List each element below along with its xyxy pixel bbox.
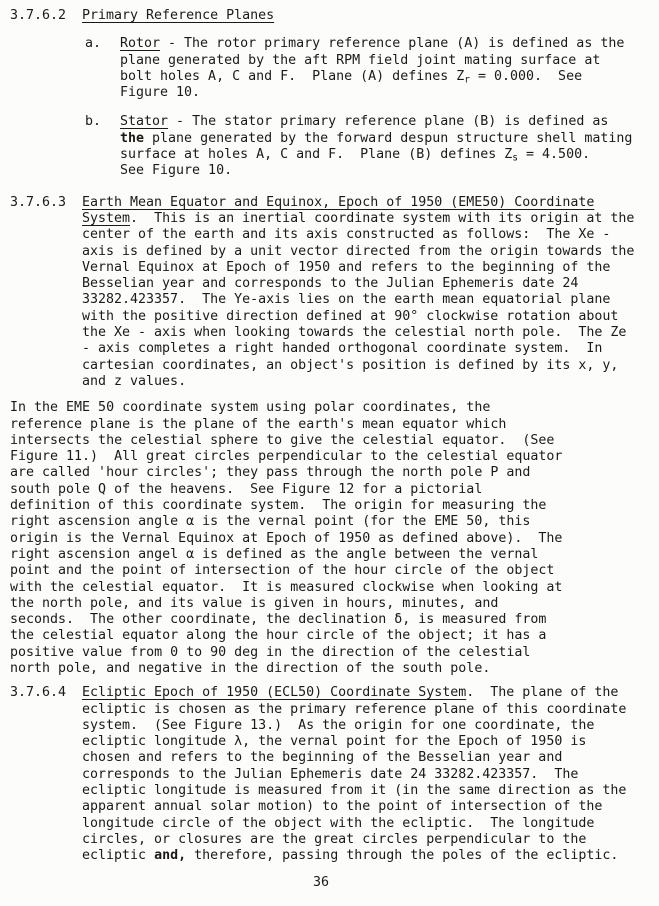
underlined-text: Earth Mean Equator and Equinox, Epoch of 1950 (EME50) Coordinate bbox=[82, 194, 595, 210]
underlined-text: Ecliptic Epoch of 1950 (ECL50) Coordinate System bbox=[82, 685, 467, 701]
text-line: Vernal Equinox at Epoch of 1950 and refers to the beginning of the bbox=[82, 259, 611, 275]
subscript-text: r bbox=[464, 74, 470, 86]
block-content bbox=[10, 400, 659, 677]
block-content bbox=[82, 195, 659, 391]
text-line: with the celestial equator. It is measured clockwise when looking at bbox=[10, 579, 563, 595]
section-block bbox=[10, 195, 659, 391]
list-item bbox=[85, 36, 659, 101]
list-marker: b. bbox=[85, 114, 102, 130]
text-line: and z values. bbox=[82, 373, 187, 389]
text-line: ecliptic is chosen as the primary reference plane of this coordinate bbox=[82, 701, 627, 717]
text-line: are called 'hour circles'; they pass through the north pole P and bbox=[10, 465, 531, 481]
text-line: the north pole, and its value is given in hours, minutes, and bbox=[10, 595, 499, 611]
block-content bbox=[120, 36, 659, 101]
text-line: Figure 11.) All great circles perpendicular to the celestial equator bbox=[10, 449, 563, 465]
text-line: longitude circle of the object with the ecliptic. The longitude bbox=[82, 815, 595, 831]
text-line: seconds. The other coordinate, the declination δ, is measured from bbox=[10, 612, 547, 628]
text-line: System. This is an inertial coordinate system with its origin at the bbox=[82, 210, 635, 226]
text-line: center of the earth and its axis constructed as follows: The Xe - bbox=[82, 227, 611, 243]
text-line: circles, or closures are the great circles perpendicular to the bbox=[82, 831, 587, 847]
text-line bbox=[82, 8, 659, 24]
text-line: definition of this coordinate system. The origin for measuring the bbox=[10, 498, 547, 514]
block-content bbox=[82, 685, 659, 864]
text-line: plane generated by the aft RPM field joint mating surface at bbox=[120, 52, 601, 68]
text-line: Stator - The stator primary reference plane (B) is defined as bbox=[120, 114, 609, 130]
text-line: right ascension angel α is defined as the angle between the vernal bbox=[10, 546, 539, 562]
underlined-text: Stator bbox=[120, 114, 169, 130]
text-line: point and the point of intersection of the hour circle of the object bbox=[10, 563, 555, 579]
section-block bbox=[10, 8, 659, 24]
text-line: bolt holes A, C and F. Plane (A) defines $Z_r = 0.000$. See bbox=[120, 68, 583, 86]
section-number: 3.7.6.3 bbox=[10, 194, 67, 210]
page-number: 36 bbox=[312, 875, 329, 890]
text-line: cartesian coordinates, an object's position is defined by its x, y, bbox=[82, 357, 619, 373]
block-content bbox=[82, 8, 659, 24]
text-line: chosen and refers to the beginning of the Besselian year and bbox=[82, 750, 563, 766]
list-item bbox=[85, 114, 659, 179]
paragraph bbox=[10, 400, 659, 677]
text-line: Besselian year and corresponds to the Julian Ephemeris date 24 bbox=[82, 276, 579, 292]
section-number: 3.7.6.4 bbox=[10, 685, 67, 701]
text-line: apparent annual solar motion) to the point of intersection of the bbox=[82, 799, 603, 815]
text-line: reference plane is the plane of the earth's mean equator which bbox=[10, 416, 507, 432]
text-line: intersects the celestial sphere to give the celestial equator. (See bbox=[10, 432, 555, 448]
text-line: corresponds to the Julian Ephemeris date 24 33282.423357. The bbox=[82, 766, 579, 782]
bold-text: and, bbox=[154, 848, 187, 864]
text-line: In the EME 50 coordinate system using polar coordinates, the bbox=[10, 400, 491, 416]
text-line: axis is defined by a unit vector directed from the origin towards the bbox=[82, 243, 635, 259]
text-line: origin is the Vernal Equinox at Epoch of 1950 as defined above). The bbox=[10, 530, 563, 546]
underlined-text: Rotor bbox=[120, 36, 161, 52]
text-line: system. (See Figure 13.) As the origin for one coordinate, the bbox=[82, 717, 595, 733]
text-line: 33282.423357. The Ye-axis lies on the earth mean equatorial plane bbox=[82, 292, 611, 308]
text-line: See Figure 10. bbox=[120, 163, 233, 179]
text-line bbox=[82, 195, 659, 211]
text-line: ecliptic longitude λ, the vernal point for the Epoch of 1950 is bbox=[82, 734, 587, 750]
bold-text: the bbox=[120, 130, 145, 146]
list-marker: a. bbox=[85, 36, 102, 52]
block-content bbox=[120, 114, 659, 179]
text-line: with the positive direction defined at 90° clockwise rotation about bbox=[82, 308, 619, 324]
text-line: surface at holes A, C and F. Plane (B) defines $Z_s = 4.500$. bbox=[120, 147, 591, 164]
text-line: the Xe - axis when looking towards the celestial north pole. The Ze bbox=[82, 325, 627, 341]
text-line: Rotor - The rotor primary reference plane (A) is defined as the bbox=[120, 36, 625, 52]
text-line: ecliptic longitude is measured from it (in the same direction as the bbox=[82, 783, 627, 799]
text-line: ecliptic and, therefore, passing through the poles of the ecliptic. bbox=[82, 848, 619, 864]
text-line: north pole, and negative in the direction of the south pole. bbox=[10, 660, 491, 676]
underlined-text: System bbox=[82, 210, 131, 226]
text-line: - axis completes a right handed orthogonal coordinate system. In bbox=[82, 341, 603, 357]
subscript-text: s bbox=[512, 152, 519, 164]
text-line: Figure 10. bbox=[120, 85, 201, 101]
text-line: positive value from 0 to 90 deg in the direction of the celestial bbox=[10, 644, 531, 660]
underlined-text: Primary Reference Planes bbox=[82, 8, 275, 23]
text-line: Ecliptic Epoch of 1950 (ECL50) Coordinate System. The plane of the bbox=[82, 685, 619, 701]
text-line: the plane generated by the forward despun structure shell mating bbox=[120, 130, 633, 146]
section-number: 3.7.6.2 bbox=[10, 8, 67, 23]
text-line: the celestial equator along the hour circle of the object; it has a bbox=[10, 628, 547, 644]
text-line: south pole Q of the heavens. See Figure 12 for a pictorial bbox=[10, 481, 483, 497]
text-line: right ascension angle α is the vernal point (for the EME 50, this bbox=[10, 514, 531, 530]
section-block bbox=[10, 685, 659, 864]
